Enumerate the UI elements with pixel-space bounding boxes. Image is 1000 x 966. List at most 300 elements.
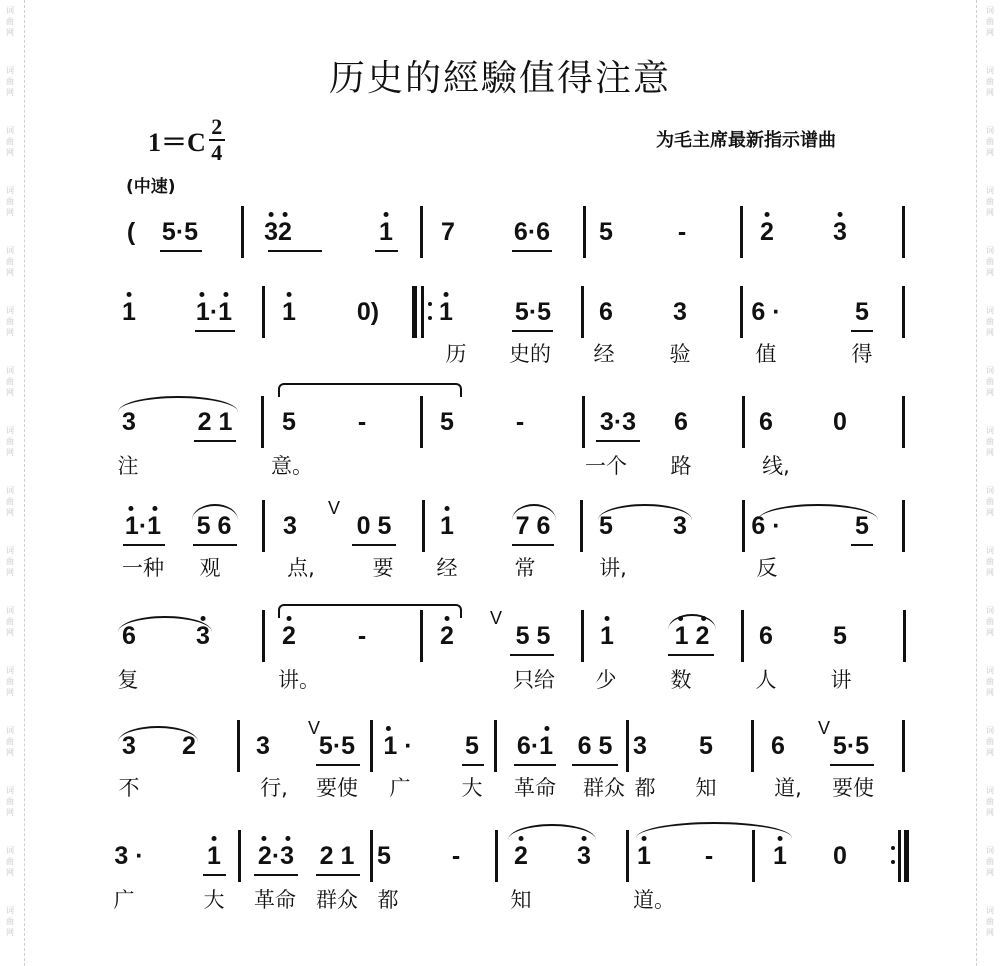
jianpu-note bbox=[751, 300, 780, 325]
watermark-char: 曲 bbox=[986, 17, 994, 26]
watermark-char: 词 bbox=[986, 846, 994, 855]
note-text: 3 bbox=[673, 298, 687, 326]
watermark-char: 曲 bbox=[6, 737, 14, 746]
lyric-syllable: 道, bbox=[774, 776, 802, 800]
lyric-syllable: 复 bbox=[117, 668, 139, 692]
lyric-syllable: 广 bbox=[113, 888, 135, 912]
jianpu-note bbox=[833, 844, 847, 869]
lyric-syllable: 都 bbox=[377, 888, 399, 912]
lyric-syllable: 数 bbox=[670, 668, 692, 692]
slur-arc bbox=[508, 824, 596, 840]
lyric-syllable: 一个 bbox=[585, 454, 627, 478]
note-text: - bbox=[515, 408, 525, 436]
jianpu-note bbox=[383, 734, 412, 759]
watermark-char: 曲 bbox=[986, 737, 994, 746]
breath-mark: V bbox=[818, 718, 831, 738]
watermark-char: 词 bbox=[6, 846, 14, 855]
high-octave-dot bbox=[386, 726, 391, 731]
lyric-syllable: 要 bbox=[372, 556, 394, 580]
lyric-syllable: 讲 bbox=[830, 668, 852, 692]
high-octave-dot bbox=[545, 726, 550, 731]
eighth-underline bbox=[514, 764, 556, 766]
watermark-char: 曲 bbox=[6, 917, 14, 926]
note-text: 5 bbox=[440, 408, 454, 436]
watermark-char: 网 bbox=[6, 28, 14, 37]
bar-line bbox=[494, 720, 497, 772]
note-text: 1 bbox=[439, 298, 453, 326]
slur-arc bbox=[598, 504, 692, 520]
lyric-syllable: 道。 bbox=[633, 888, 675, 912]
lyric-syllable: 经 bbox=[436, 556, 458, 580]
note-text: 7 bbox=[441, 218, 455, 246]
composer-credit: 为毛主席最新指示谱曲 bbox=[656, 130, 836, 151]
note-text: 6 bbox=[759, 408, 773, 436]
jianpu-note bbox=[440, 410, 454, 435]
watermark-char: 词 bbox=[6, 546, 14, 555]
high-octave-dot bbox=[287, 292, 292, 297]
watermark-char: 网 bbox=[986, 208, 994, 217]
jianpu-note bbox=[258, 844, 294, 869]
note-text: 2 1 bbox=[197, 408, 233, 436]
note-text: 1 bbox=[282, 298, 296, 326]
watermark-char: 曲 bbox=[986, 137, 994, 146]
bar-line bbox=[420, 206, 423, 258]
eighth-underline bbox=[316, 764, 360, 766]
watermark-char: 曲 bbox=[986, 197, 994, 206]
eighth-underline bbox=[851, 544, 873, 546]
jianpu-note bbox=[440, 624, 454, 649]
watermark-char: 网 bbox=[6, 148, 14, 157]
note-text: 7 6 bbox=[515, 512, 551, 540]
watermark-char: 曲 bbox=[986, 677, 994, 686]
note-text: - bbox=[704, 842, 714, 870]
eighth-underline bbox=[851, 330, 873, 332]
repeat-end-thin bbox=[898, 830, 901, 882]
lyric-syllable: 革命 bbox=[514, 776, 556, 800]
jianpu-note bbox=[282, 300, 296, 325]
eighth-underline bbox=[160, 250, 202, 252]
lyric-syllable: 一种 bbox=[122, 556, 164, 580]
jianpu-note bbox=[439, 300, 453, 325]
watermark-char: 词 bbox=[986, 306, 994, 315]
watermark-char: 词 bbox=[6, 186, 14, 195]
note-text: 6 bbox=[122, 622, 136, 650]
note-text: 3 bbox=[633, 732, 647, 760]
bar-line bbox=[580, 500, 583, 552]
note-text: 5·5 bbox=[161, 218, 199, 246]
watermark-char: 词 bbox=[6, 126, 14, 135]
lyric-syllable: 注 bbox=[117, 454, 139, 478]
watermark-char: 网 bbox=[6, 88, 14, 97]
bar-line bbox=[902, 500, 905, 552]
watermark-char: 曲 bbox=[6, 677, 14, 686]
watermark-char: 词 bbox=[6, 726, 14, 735]
watermark-char: 网 bbox=[6, 628, 14, 637]
lyric-syllable: 不 bbox=[118, 776, 140, 800]
watermark-char: 词 bbox=[986, 726, 994, 735]
jianpu-note bbox=[833, 624, 847, 649]
watermark-char: 曲 bbox=[6, 617, 14, 626]
eighth-underline bbox=[193, 544, 237, 546]
watermark-char: 词 bbox=[986, 786, 994, 795]
watermark-char: 词 bbox=[986, 366, 994, 375]
note-text: 0 bbox=[833, 842, 847, 870]
note-text: 5 bbox=[465, 732, 479, 760]
watermark-char: 网 bbox=[6, 868, 14, 877]
watermark-char: 词 bbox=[986, 906, 994, 915]
watermark-char: 词 bbox=[6, 606, 14, 615]
bar-line bbox=[740, 206, 743, 258]
lyric-syllable: 群众 bbox=[583, 776, 625, 800]
breath-mark: V bbox=[490, 608, 503, 628]
watermark-char: 网 bbox=[986, 268, 994, 277]
eighth-underline bbox=[510, 654, 554, 656]
jianpu-note bbox=[127, 220, 135, 245]
lyric-syllable: 行, bbox=[260, 776, 288, 800]
watermark-char: 网 bbox=[986, 28, 994, 37]
watermark-char: 曲 bbox=[986, 497, 994, 506]
repeat-dot bbox=[428, 316, 432, 320]
bar-line bbox=[626, 830, 629, 882]
bar-line bbox=[238, 830, 241, 882]
eighth-underline bbox=[375, 250, 398, 252]
note-text: 3 bbox=[122, 408, 136, 436]
song-title: 历史的經驗值得注意 bbox=[328, 58, 671, 99]
note-text: 5 6 bbox=[196, 512, 232, 540]
jianpu-note bbox=[283, 514, 297, 539]
bar-line bbox=[241, 206, 244, 258]
bar-line bbox=[262, 610, 265, 662]
jianpu-note bbox=[114, 844, 143, 869]
jianpu-note bbox=[759, 624, 773, 649]
watermark-char: 网 bbox=[6, 568, 14, 577]
jianpu-note bbox=[358, 624, 366, 649]
jianpu-note bbox=[256, 734, 270, 759]
bar-line bbox=[903, 610, 906, 662]
watermark-char: 曲 bbox=[6, 257, 14, 266]
watermark-char: 网 bbox=[986, 508, 994, 517]
note-text: 2 bbox=[282, 622, 296, 650]
eighth-underline bbox=[512, 544, 554, 546]
slur-arc bbox=[118, 616, 212, 632]
lyric-syllable: 广 bbox=[389, 776, 411, 800]
lyric-syllable: 讲, bbox=[599, 556, 627, 580]
bar-line bbox=[742, 500, 745, 552]
bar-line bbox=[902, 206, 905, 258]
tempo-marking: (中速) bbox=[126, 177, 176, 197]
note-text: - bbox=[451, 842, 461, 870]
high-octave-dot bbox=[128, 506, 133, 511]
watermark-char: 网 bbox=[986, 748, 994, 757]
watermark-char: 网 bbox=[6, 208, 14, 217]
jianpu-note bbox=[377, 844, 391, 869]
note-text: 3 bbox=[833, 218, 847, 246]
jianpu-note bbox=[773, 844, 787, 869]
watermark-char: 词 bbox=[986, 486, 994, 495]
note-text: 6 5 bbox=[577, 732, 613, 760]
watermark-char: 词 bbox=[986, 66, 994, 75]
eighth-underline bbox=[194, 440, 236, 442]
high-octave-dot bbox=[282, 212, 287, 217]
eighth-underline bbox=[254, 874, 298, 876]
bar-line bbox=[741, 610, 744, 662]
bar-line bbox=[370, 830, 373, 882]
watermark-char: 网 bbox=[986, 328, 994, 337]
watermark-char: 词 bbox=[6, 246, 14, 255]
jianpu-note bbox=[599, 220, 613, 245]
eighth-underline bbox=[195, 330, 235, 332]
jianpu-note bbox=[196, 300, 232, 325]
lyric-syllable: 线, bbox=[762, 454, 790, 478]
slur-arc bbox=[118, 726, 198, 742]
jianpu-note bbox=[516, 410, 524, 435]
lyric-syllable: 点, bbox=[287, 556, 315, 580]
note-text: 1 bbox=[207, 842, 221, 870]
jianpu-note bbox=[207, 844, 221, 869]
lyric-syllable: 意。 bbox=[271, 454, 313, 478]
watermark-char: 网 bbox=[986, 388, 994, 397]
high-octave-dot bbox=[199, 292, 204, 297]
jianpu-note bbox=[319, 734, 355, 759]
note-text: 3 · bbox=[114, 842, 144, 870]
repeat-start-thin bbox=[421, 286, 424, 338]
watermark-char: 网 bbox=[6, 508, 14, 517]
watermark-char: 曲 bbox=[6, 137, 14, 146]
repeat-start-thick bbox=[412, 286, 417, 338]
watermark-char: 词 bbox=[986, 186, 994, 195]
slur-arc bbox=[668, 614, 716, 630]
high-octave-dot bbox=[286, 836, 291, 841]
watermark-char: 网 bbox=[6, 808, 14, 817]
note-text: - bbox=[677, 218, 687, 246]
bar-line bbox=[751, 720, 754, 772]
watermark-char: 词 bbox=[6, 666, 14, 675]
watermark-char: 网 bbox=[6, 388, 14, 397]
jianpu-note bbox=[379, 220, 393, 245]
lyric-syllable: 革命 bbox=[254, 888, 296, 912]
note-text: 5·5 bbox=[318, 732, 356, 760]
note-text: 1 bbox=[600, 622, 614, 650]
lyric-syllable: 得 bbox=[851, 342, 873, 366]
bar-line bbox=[370, 720, 373, 772]
repeat-dot bbox=[891, 846, 895, 850]
note-text: 32 bbox=[264, 218, 292, 246]
watermark-char: 曲 bbox=[986, 257, 994, 266]
watermark-char: 曲 bbox=[6, 197, 14, 206]
note-text: 5 bbox=[377, 842, 391, 870]
note-text: 6 bbox=[674, 408, 688, 436]
jianpu-note bbox=[674, 410, 688, 435]
jianpu-note bbox=[198, 410, 233, 435]
eighth-underline bbox=[316, 874, 360, 876]
watermark-char: 网 bbox=[6, 688, 14, 697]
note-text: 1·1 bbox=[195, 298, 233, 326]
note-text: 5 bbox=[599, 218, 613, 246]
breath-mark: V bbox=[308, 718, 321, 738]
watermark-char: 网 bbox=[986, 628, 994, 637]
lyric-syllable: 群众 bbox=[316, 888, 358, 912]
tie-bracket bbox=[278, 383, 462, 397]
bar-line bbox=[902, 720, 905, 772]
jianpu-note bbox=[760, 220, 774, 245]
note-text: 5 bbox=[855, 512, 869, 540]
jianpu-note bbox=[514, 844, 528, 869]
lyric-syllable: 反 bbox=[756, 556, 778, 580]
bar-line bbox=[262, 500, 265, 552]
eighth-underline bbox=[830, 764, 874, 766]
note-text: 1 2 bbox=[674, 622, 710, 650]
lyric-syllable: 史的 bbox=[509, 342, 551, 366]
note-text: 3 bbox=[196, 622, 210, 650]
watermark-char: 曲 bbox=[986, 557, 994, 566]
jianpu-note bbox=[771, 734, 785, 759]
jianpu-note bbox=[162, 220, 198, 245]
high-octave-dot bbox=[445, 506, 450, 511]
watermark-char: 词 bbox=[986, 426, 994, 435]
watermark-char: 词 bbox=[986, 126, 994, 135]
watermark-char: 词 bbox=[986, 606, 994, 615]
note-text: 3 bbox=[256, 732, 270, 760]
note-text: 5·5 bbox=[832, 732, 870, 760]
watermark-char: 词 bbox=[6, 486, 14, 495]
note-text: 6 bbox=[599, 298, 613, 326]
high-octave-dot bbox=[127, 292, 132, 297]
high-octave-dot bbox=[201, 616, 206, 621]
eighth-underline bbox=[512, 250, 552, 252]
lyric-syllable: 大 bbox=[203, 888, 225, 912]
slur-arc bbox=[758, 504, 878, 520]
note-text: 2 bbox=[182, 732, 196, 760]
high-octave-dot bbox=[838, 212, 843, 217]
lyric-syllable: 大 bbox=[461, 776, 483, 800]
bar-line bbox=[740, 286, 743, 338]
note-text: 1 bbox=[440, 512, 454, 540]
watermark-char: 网 bbox=[986, 868, 994, 877]
lyric-syllable: 观 bbox=[199, 556, 221, 580]
note-text: 5 bbox=[282, 408, 296, 436]
watermark-char: 曲 bbox=[6, 77, 14, 86]
time-numerator: 2 bbox=[211, 114, 223, 139]
repeat-end-thick bbox=[904, 830, 909, 882]
note-text: 2 bbox=[440, 622, 454, 650]
repeat-dot bbox=[428, 302, 432, 306]
eighth-underline bbox=[268, 250, 322, 252]
jianpu-note bbox=[465, 734, 479, 759]
bar-line bbox=[420, 396, 423, 448]
bar-line bbox=[237, 720, 240, 772]
high-octave-dot bbox=[444, 292, 449, 297]
lyric-syllable: 知 bbox=[510, 888, 532, 912]
bar-line bbox=[626, 720, 629, 772]
watermark-char: 词 bbox=[986, 246, 994, 255]
eighth-underline bbox=[596, 440, 640, 442]
jianpu-note bbox=[759, 410, 773, 435]
watermark-char: 曲 bbox=[986, 857, 994, 866]
eighth-underline bbox=[123, 544, 165, 546]
watermark-char: 曲 bbox=[986, 317, 994, 326]
note-text: 6 bbox=[759, 622, 773, 650]
lyric-syllable: 少 bbox=[595, 668, 617, 692]
watermark-char: 网 bbox=[6, 448, 14, 457]
bar-line bbox=[582, 396, 585, 448]
note-text: 2 bbox=[514, 842, 528, 870]
jianpu-note bbox=[699, 734, 713, 759]
note-text: 5 bbox=[855, 298, 869, 326]
watermark-char: 曲 bbox=[6, 557, 14, 566]
jianpu-note bbox=[264, 220, 292, 245]
watermark-char: 词 bbox=[6, 366, 14, 375]
watermark-char: 词 bbox=[6, 66, 14, 75]
eighth-underline bbox=[512, 330, 553, 332]
lyric-syllable: 历 bbox=[445, 342, 467, 366]
high-octave-dot bbox=[605, 616, 610, 621]
bar-line bbox=[902, 286, 905, 338]
jianpu-note bbox=[633, 734, 647, 759]
key-prefix: 1＝C bbox=[148, 127, 206, 157]
high-octave-dot bbox=[765, 212, 770, 217]
watermark-char: 网 bbox=[986, 448, 994, 457]
bar-line bbox=[261, 396, 264, 448]
watermark-char: 网 bbox=[6, 328, 14, 337]
lyric-syllable: 要使 bbox=[832, 776, 874, 800]
watermark-char: 词 bbox=[6, 306, 14, 315]
high-octave-dot bbox=[212, 836, 217, 841]
note-text: 1 · bbox=[383, 732, 413, 760]
jianpu-note bbox=[452, 844, 460, 869]
bar-line bbox=[902, 396, 905, 448]
eighth-underline bbox=[462, 764, 484, 766]
watermark-char: 词 bbox=[986, 666, 994, 675]
note-text: 6 · bbox=[751, 512, 781, 540]
note-text: 5 bbox=[699, 732, 713, 760]
slur-arc bbox=[192, 504, 238, 520]
bar-line bbox=[742, 396, 745, 448]
note-text: 3 bbox=[577, 842, 591, 870]
watermark-char: 曲 bbox=[986, 797, 994, 806]
watermark-char: 词 bbox=[986, 6, 994, 15]
watermark-char: 曲 bbox=[986, 917, 994, 926]
jianpu-note bbox=[600, 624, 614, 649]
jianpu-note bbox=[705, 844, 713, 869]
watermark-char: 曲 bbox=[986, 617, 994, 626]
note-text: 0) bbox=[356, 298, 380, 326]
jianpu-note bbox=[515, 300, 551, 325]
jianpu-note bbox=[577, 844, 591, 869]
note-text: 2 1 bbox=[319, 842, 355, 870]
jianpu-note bbox=[441, 220, 455, 245]
watermark-char: 曲 bbox=[6, 857, 14, 866]
jianpu-note bbox=[833, 220, 847, 245]
note-text: 5 bbox=[833, 622, 847, 650]
bar-line bbox=[495, 830, 498, 882]
watermark-char: 曲 bbox=[986, 437, 994, 446]
note-text: 3 bbox=[122, 732, 136, 760]
lyric-syllable: 都 bbox=[634, 776, 656, 800]
watermark-char: 网 bbox=[986, 928, 994, 937]
eighth-underline bbox=[572, 764, 618, 766]
bar-line bbox=[262, 286, 265, 338]
lyric-syllable: 验 bbox=[669, 342, 691, 366]
high-octave-dot bbox=[224, 292, 229, 297]
jianpu-note bbox=[673, 300, 687, 325]
lyric-syllable: 知 bbox=[695, 776, 717, 800]
watermark-char: 词 bbox=[6, 906, 14, 915]
note-text: 1·1 bbox=[124, 512, 162, 540]
slur-arc bbox=[118, 396, 238, 412]
note-text: 3 bbox=[283, 512, 297, 540]
lyric-syllable: 只给 bbox=[513, 668, 555, 692]
eighth-underline bbox=[203, 874, 226, 876]
